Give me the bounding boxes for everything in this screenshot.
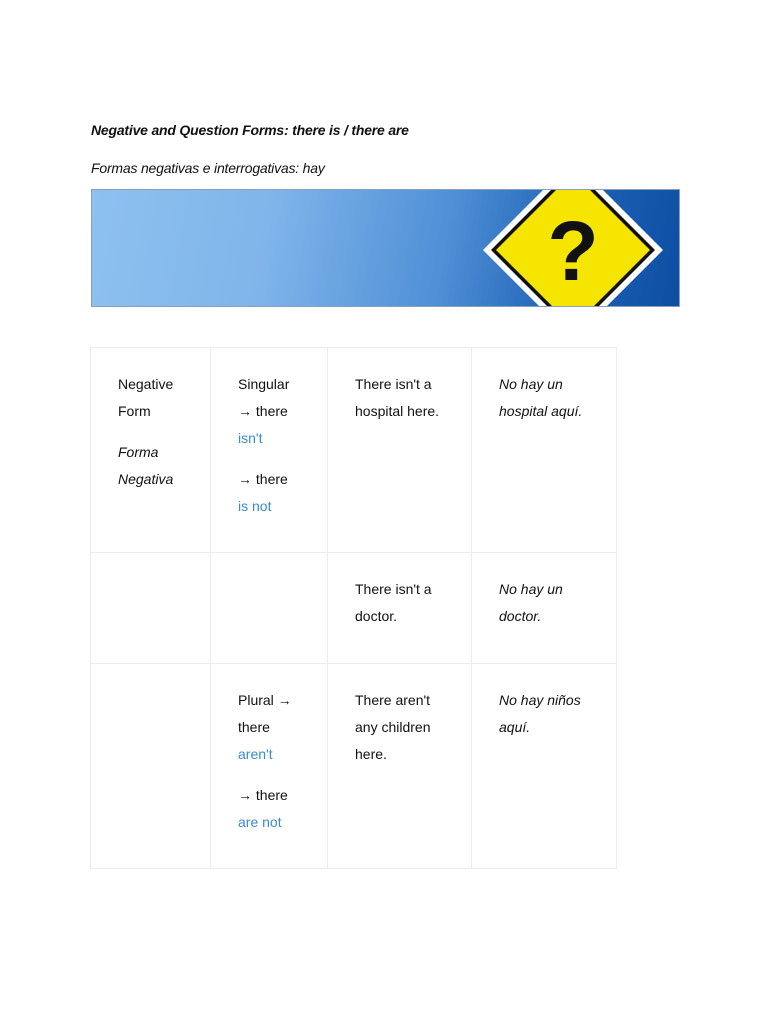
question-mark-road-sign-icon xyxy=(92,190,679,306)
contraction-highlight: aren't xyxy=(238,746,273,762)
grammar-table xyxy=(90,347,617,869)
label-english: Negative Form xyxy=(118,376,174,419)
example-cell: There isn't a hospital here. xyxy=(328,348,472,553)
table-row xyxy=(91,348,617,553)
label-cell xyxy=(91,553,211,664)
page-title: Negative and Question Forms: there is / there are xyxy=(91,122,409,138)
form-contracted: Plural → there aren't xyxy=(238,692,292,762)
question-mark-glyph: ? xyxy=(547,204,599,298)
form-contracted: Singular → there isn't xyxy=(238,376,290,446)
label-cell xyxy=(91,348,211,553)
contraction-highlight: isn't xyxy=(238,430,263,446)
translation-cell: No hay niños aquí. xyxy=(472,664,617,869)
form-cell xyxy=(211,348,328,553)
translation-cell: No hay un doctor. xyxy=(472,553,617,664)
label-spanish: Forma Negativa xyxy=(118,444,174,487)
form-full: → there are not xyxy=(238,787,288,830)
full-form-highlight: are not xyxy=(238,814,282,830)
example-cell: There aren't any children here. xyxy=(328,664,472,869)
full-form-highlight: is not xyxy=(238,498,272,514)
form-cell xyxy=(211,553,328,664)
table-row xyxy=(91,664,617,869)
example-cell: There isn't a doctor. xyxy=(328,553,472,664)
form-cell xyxy=(211,664,328,869)
translation-cell: No hay un hospital aquí. xyxy=(472,348,617,553)
table-row xyxy=(91,553,617,664)
form-full: → there is not xyxy=(238,471,288,514)
label-cell xyxy=(91,664,211,869)
page-subtitle: Formas negativas e interrogativas: hay xyxy=(91,160,325,176)
question-banner xyxy=(91,189,680,307)
